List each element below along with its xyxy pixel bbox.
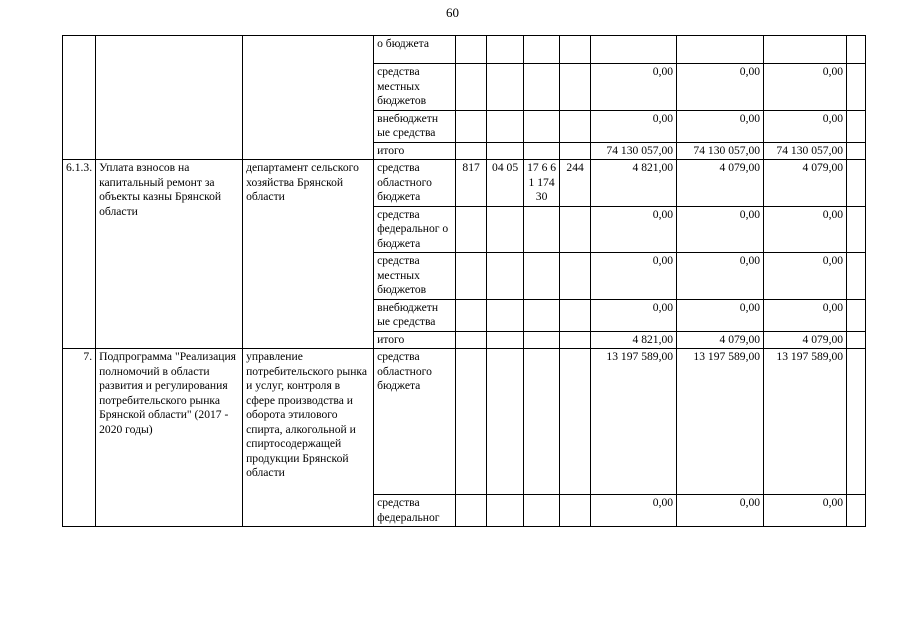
amount-cell: 0,00 [677, 206, 764, 253]
item-name-cell [96, 36, 243, 160]
code-cell [560, 64, 591, 111]
amount-cell: 0,00 [677, 110, 764, 142]
amount-cell: 4 079,00 [764, 331, 847, 349]
code-cell [456, 495, 487, 527]
code-cell [487, 64, 524, 111]
table-row [63, 160, 866, 207]
amount-cell: 0,00 [764, 299, 847, 331]
code-cell [487, 36, 524, 64]
amount-cell: 4 821,00 [591, 331, 677, 349]
amount-cell [677, 36, 764, 64]
funding-source-cell: средства федеральног [374, 495, 456, 527]
code-cell [524, 331, 560, 349]
item-number-cell: 6.1.3. [63, 160, 96, 349]
code-cell [524, 299, 560, 331]
code-cell [456, 331, 487, 349]
code-cell [524, 64, 560, 111]
code-cell [456, 206, 487, 253]
code-cell [524, 206, 560, 253]
amount-cell: 0,00 [764, 64, 847, 111]
executor-cell: управление потребительского рынка и услуг, контроля в сфере производства и оборота этилового спирта, алкогольной и спиртосодержащей продукции Брянской области [243, 349, 374, 527]
empty-cell [847, 36, 866, 64]
empty-cell [847, 110, 866, 142]
amount-cell [591, 36, 677, 64]
amount-cell: 0,00 [591, 206, 677, 253]
amount-cell: 13 197 589,00 [591, 349, 677, 495]
funding-source-cell: средства областного бюджета [374, 160, 456, 207]
funding-source-cell: внебюджетн ые средства [374, 299, 456, 331]
code-cell [487, 110, 524, 142]
empty-cell [847, 349, 866, 495]
amount-cell: 0,00 [764, 253, 847, 300]
code-cell [487, 349, 524, 495]
amount-cell: 4 079,00 [677, 331, 764, 349]
budget-table [62, 35, 866, 527]
code-cell [456, 110, 487, 142]
amount-cell: 4 079,00 [764, 160, 847, 207]
code-cell [456, 253, 487, 300]
amount-cell: 0,00 [677, 495, 764, 527]
code-cell [560, 253, 591, 300]
code-cell [560, 331, 591, 349]
code-cell [487, 206, 524, 253]
amount-cell: 0,00 [591, 110, 677, 142]
empty-cell [847, 64, 866, 111]
code-cell [487, 495, 524, 527]
empty-cell [847, 495, 866, 527]
code-cell [456, 299, 487, 331]
code-cell: 817 [456, 160, 487, 207]
amount-cell: 0,00 [677, 253, 764, 300]
code-cell [560, 299, 591, 331]
empty-cell [847, 331, 866, 349]
code-cell: 244 [560, 160, 591, 207]
item-name-cell: Уплата взносов на капитальный ремонт за объекты казны Брянской области [96, 160, 243, 349]
code-cell [487, 142, 524, 160]
item-name-cell: Подпрограмма "Реализация полномочий в области развития и регулирования потребительского рынка Брянской области" (2017 - 2020 годы) [96, 349, 243, 527]
empty-cell [847, 142, 866, 160]
empty-cell [847, 299, 866, 331]
amount-cell: 74 130 057,00 [591, 142, 677, 160]
code-cell [456, 142, 487, 160]
code-cell: 17 6 61 17430 [524, 160, 560, 207]
code-cell [560, 495, 591, 527]
amount-cell [764, 36, 847, 64]
amount-cell: 0,00 [591, 495, 677, 527]
amount-cell: 74 130 057,00 [764, 142, 847, 160]
code-cell [487, 331, 524, 349]
amount-cell: 0,00 [591, 299, 677, 331]
funding-source-cell: средства федеральног о бюджета [374, 206, 456, 253]
code-cell [524, 36, 560, 64]
code-cell [560, 206, 591, 253]
code-cell [456, 64, 487, 111]
amount-cell: 4 079,00 [677, 160, 764, 207]
code-cell [560, 142, 591, 160]
code-cell [524, 110, 560, 142]
code-cell [560, 110, 591, 142]
amount-cell: 13 197 589,00 [677, 349, 764, 495]
code-cell: 04 05 [487, 160, 524, 207]
code-cell [524, 349, 560, 495]
funding-source-cell: средства местных бюджетов [374, 64, 456, 111]
empty-cell [847, 253, 866, 300]
funding-source-cell: внебюджетн ые средства [374, 110, 456, 142]
amount-cell: 0,00 [764, 206, 847, 253]
item-number-cell: 7. [63, 349, 96, 527]
page-number: 60 [446, 5, 459, 20]
funding-source-cell: о бюджета [374, 36, 456, 64]
funding-source-cell: итого [374, 142, 456, 160]
executor-cell: департамент сельского хозяйства Брянской области [243, 160, 374, 349]
amount-cell: 0,00 [591, 253, 677, 300]
code-cell [560, 349, 591, 495]
code-cell [456, 349, 487, 495]
empty-cell [847, 160, 866, 207]
amount-cell: 4 821,00 [591, 160, 677, 207]
amount-cell: 0,00 [677, 64, 764, 111]
code-cell [524, 495, 560, 527]
amount-cell: 0,00 [764, 495, 847, 527]
table-row [63, 36, 866, 64]
code-cell [487, 253, 524, 300]
amount-cell: 13 197 589,00 [764, 349, 847, 495]
empty-cell [847, 206, 866, 253]
executor-cell [243, 36, 374, 160]
code-cell [560, 36, 591, 64]
item-number-cell [63, 36, 96, 160]
code-cell [524, 253, 560, 300]
amount-cell: 0,00 [591, 64, 677, 111]
funding-source-cell: средства местных бюджетов [374, 253, 456, 300]
amount-cell: 74 130 057,00 [677, 142, 764, 160]
funding-source-cell: итого [374, 331, 456, 349]
code-cell [524, 142, 560, 160]
amount-cell: 0,00 [677, 299, 764, 331]
amount-cell: 0,00 [764, 110, 847, 142]
code-cell [487, 299, 524, 331]
table-row [63, 349, 866, 495]
code-cell [456, 36, 487, 64]
funding-source-cell: средства областного бюджета [374, 349, 456, 495]
